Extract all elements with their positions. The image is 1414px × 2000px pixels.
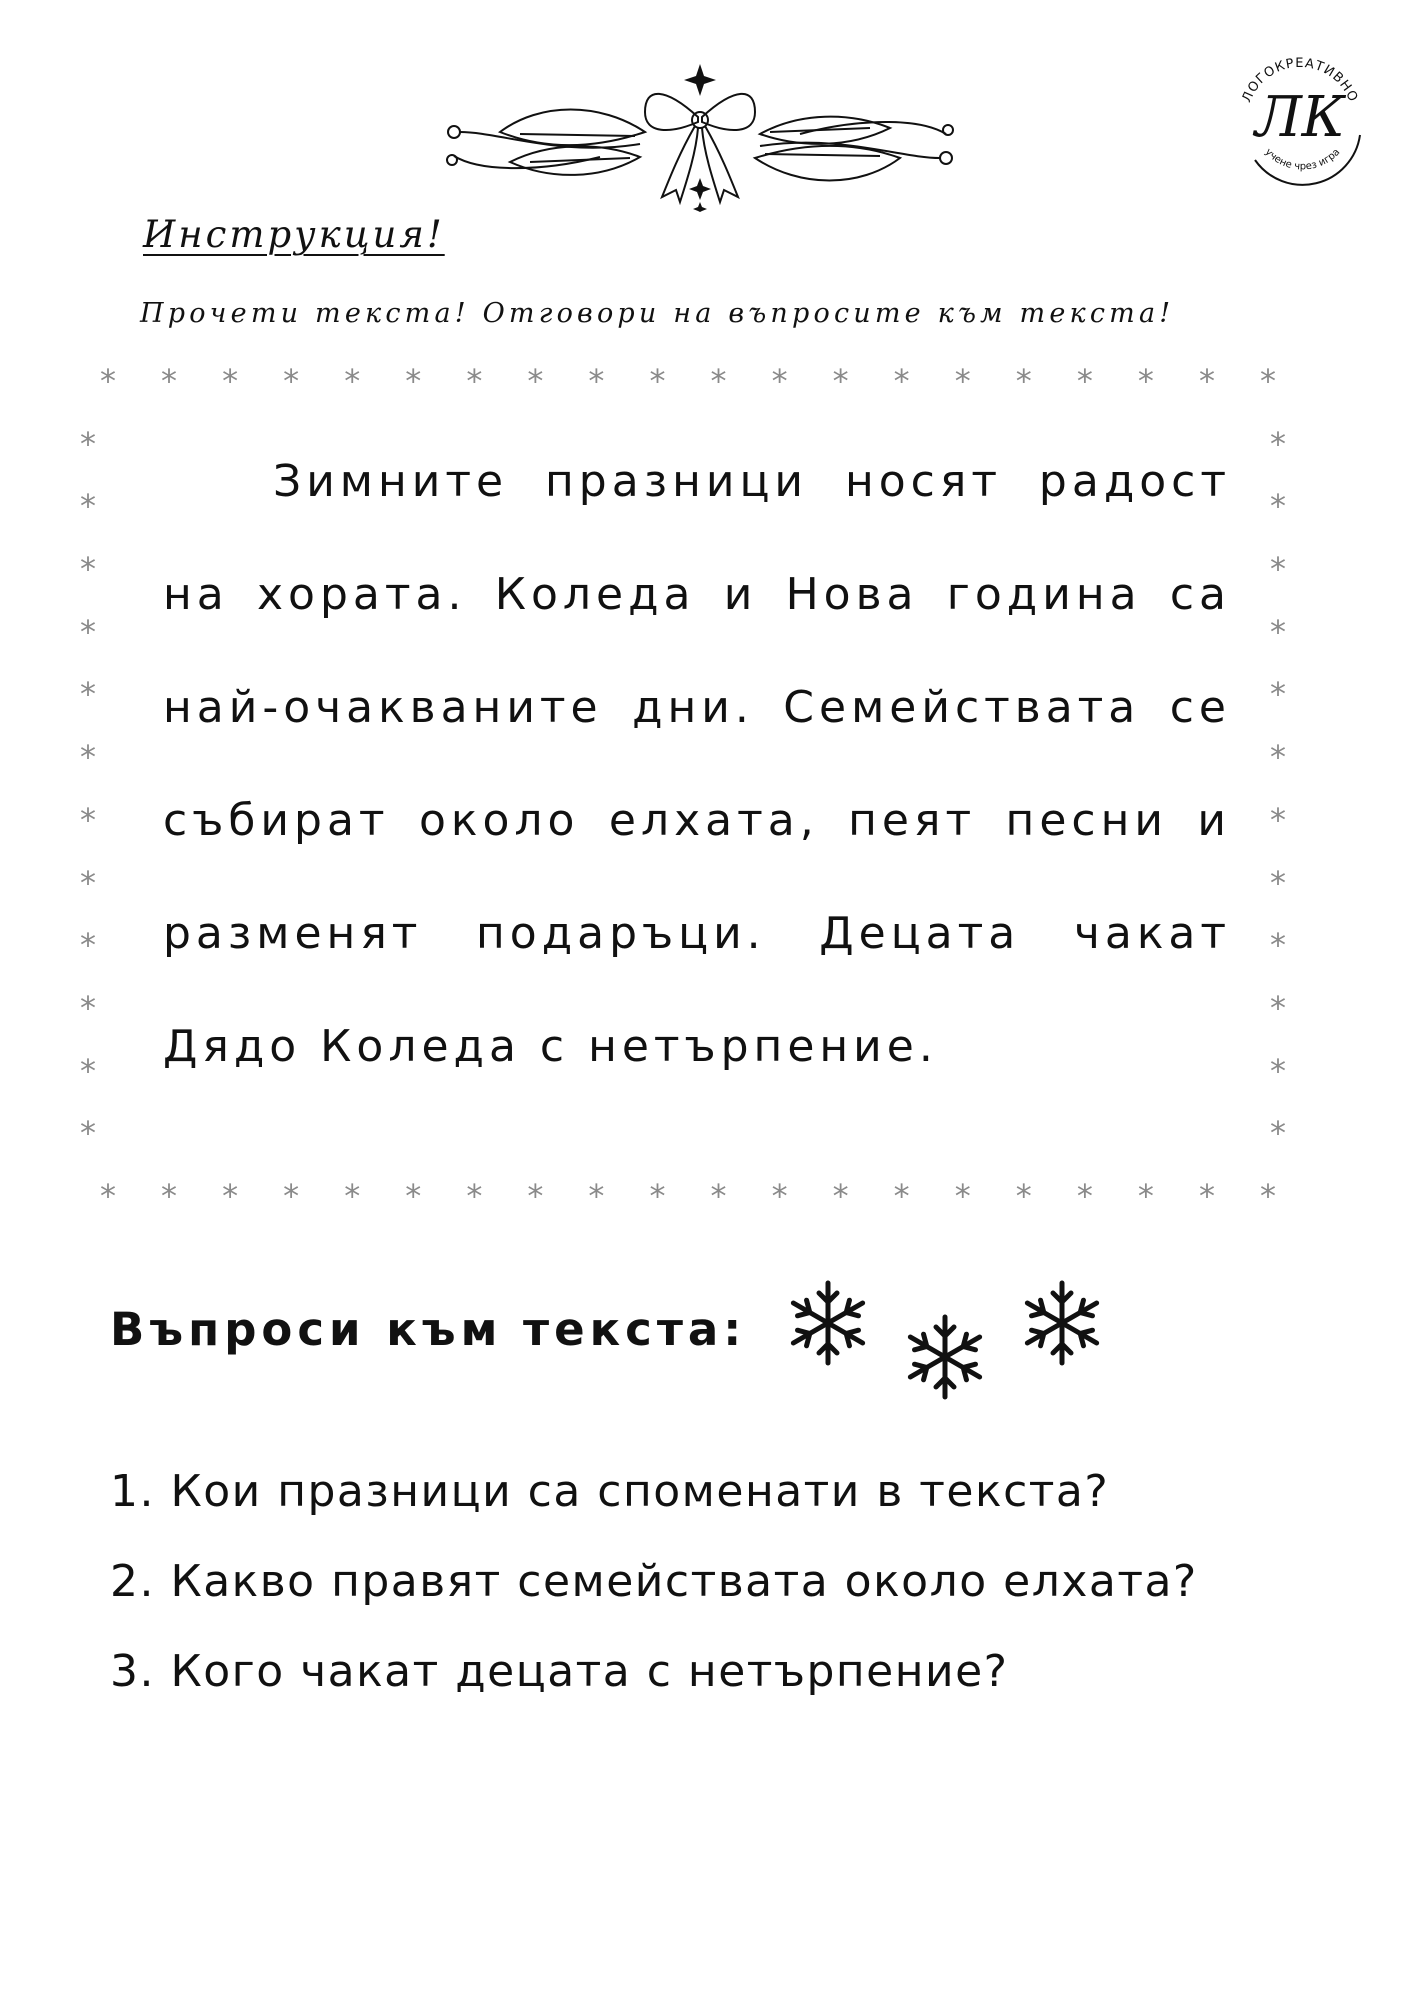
- brand-name: ЛОГОКРЕАТИВНО: [1239, 55, 1361, 105]
- border-star-icon: *: [283, 1177, 300, 1215]
- border-star-icon: *: [161, 1177, 178, 1215]
- snowflake-icon: [905, 1312, 985, 1402]
- question-item: 1. Кои празници са споменати в текста?: [110, 1466, 1110, 1517]
- brand-monogram: ЛК: [1254, 85, 1346, 150]
- border-star-icon: *: [1270, 926, 1286, 965]
- border-star-icon: *: [1198, 362, 1215, 400]
- border-star-icon: *: [1270, 738, 1286, 777]
- border-star-icon: *: [1260, 1177, 1276, 1215]
- border-star-icon: *: [1260, 362, 1276, 400]
- story-text: Зимните празници носят радост на хората. Коледа и Нова година са най-очакваните дни. Семействата се събират около елхата, пеят песни и разменят подаръци. Децата чакат Дядо Коледа с нетърпение.: [163, 456, 1231, 1072]
- border-star-icon: *: [466, 362, 483, 400]
- border-star-icon: *: [893, 1177, 910, 1215]
- border-star-icon: *: [588, 1177, 605, 1215]
- border-star-icon: *: [1137, 362, 1154, 400]
- border-star-icon: *: [1270, 487, 1286, 526]
- border-star-icon: *: [1137, 1177, 1154, 1215]
- border-star-icon: *: [649, 362, 666, 400]
- border-star-icon: *: [893, 362, 910, 400]
- border-star-icon: *: [80, 800, 96, 839]
- brand-tagline: учене чрез игра: [1262, 146, 1343, 173]
- border-star-icon: *: [1015, 362, 1032, 400]
- questions-heading: Въпроси към текста:: [110, 1303, 747, 1356]
- border-star-icon: *: [649, 1177, 666, 1215]
- border-star-icon: *: [588, 362, 605, 400]
- border-star-icon: *: [710, 362, 727, 400]
- instructions-title: Инструкция!: [143, 213, 445, 256]
- border-star-icon: *: [344, 362, 361, 400]
- border-star-icon: *: [1015, 1177, 1032, 1215]
- border-star-icon: *: [1270, 1114, 1286, 1153]
- border-star-icon: *: [80, 863, 96, 902]
- border-star-icon: *: [771, 362, 788, 400]
- snowflake-icon: [788, 1278, 868, 1368]
- border-star-icon: *: [283, 362, 300, 400]
- border-star-icon: *: [1270, 550, 1286, 589]
- border-star-icon: *: [80, 550, 96, 589]
- border-star-icon: *: [222, 1177, 239, 1215]
- border-star-icon: *: [1076, 1177, 1093, 1215]
- border-star-icon: *: [954, 362, 971, 400]
- border-star-icon: *: [80, 1051, 96, 1090]
- bow-leaves-ornament-icon: [440, 62, 960, 212]
- border-star-icon: *: [1270, 424, 1286, 463]
- border-star-icon: *: [100, 362, 116, 400]
- border-star-icon: *: [80, 487, 96, 526]
- border-star-icon: *: [405, 1177, 422, 1215]
- border-star-icon: *: [80, 988, 96, 1027]
- border-star-icon: *: [100, 1177, 116, 1215]
- border-star-icon: *: [832, 362, 849, 400]
- question-item: 2. Какво правят семействата около елхата?: [110, 1556, 1198, 1607]
- border-star-icon: *: [954, 1177, 971, 1215]
- border-star-icon: *: [1270, 612, 1286, 651]
- border-star-icon: *: [1270, 675, 1286, 714]
- border-star-icon: *: [80, 738, 96, 777]
- border-star-icon: *: [80, 1114, 96, 1153]
- border-star-icon: *: [527, 362, 544, 400]
- border-star-icon: *: [527, 1177, 544, 1215]
- border-star-icon: *: [405, 362, 422, 400]
- border-star-icon: *: [771, 1177, 788, 1215]
- border-star-icon: *: [80, 612, 96, 651]
- snowflake-icon: [1022, 1278, 1102, 1368]
- brand-logo: [1225, 40, 1375, 190]
- border-star-icon: *: [1076, 362, 1093, 400]
- border-star-icon: *: [80, 926, 96, 965]
- instructions-text: Прочети текста! Отговори на въпросите към текста!: [140, 298, 1175, 329]
- border-star-icon: *: [222, 362, 239, 400]
- border-star-icon: *: [832, 1177, 849, 1215]
- border-star-icon: *: [1270, 863, 1286, 902]
- border-star-icon: *: [1270, 1051, 1286, 1090]
- border-star-icon: *: [80, 424, 96, 463]
- border-star-icon: *: [1270, 988, 1286, 1027]
- border-star-icon: *: [1198, 1177, 1215, 1215]
- questions-list: [110, 1462, 1198, 1732]
- border-star-icon: *: [466, 1177, 483, 1215]
- border-star-icon: *: [161, 362, 178, 400]
- question-item: 3. Кого чакат децата с нетърпение?: [110, 1646, 1009, 1697]
- border-star-icon: *: [710, 1177, 727, 1215]
- border-star-icon: *: [344, 1177, 361, 1215]
- border-star-icon: *: [1270, 800, 1286, 839]
- border-star-icon: *: [80, 675, 96, 714]
